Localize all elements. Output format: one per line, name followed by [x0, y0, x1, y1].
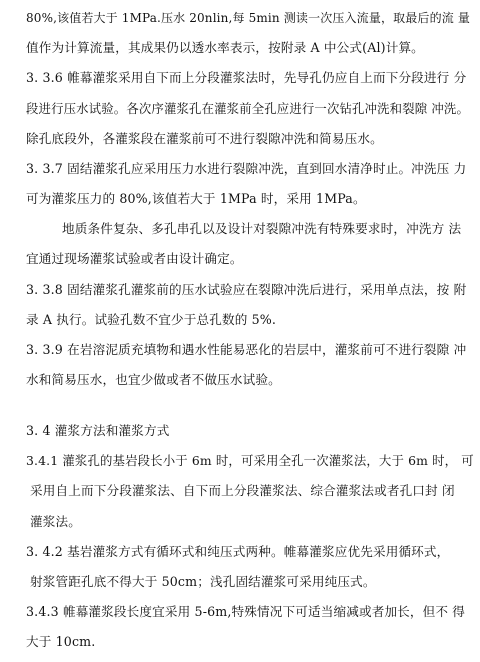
text-line: 可为灌浆压力的 80%,该值若大于 1MPa 时，采用 1MPa。 [26, 190, 366, 206]
text-line: 除孔底段外，各灌浆段在灌浆前可不进行裂隙冲洗和简易压水。 [26, 130, 383, 146]
text-line: 值作为计算流量，其成果仍以透水率表示，按附录 A 中公式(Al)计算。 [26, 39, 424, 55]
section-heading: 3. 4 灌浆方法和灌浆方式 [26, 422, 170, 438]
text-line: 水和简易压水，也宜少做或者不做压水试验。 [26, 372, 281, 388]
text-line: 射浆管距孔底不得大于 50cm；浅孔固结灌浆可采用纯压式。 [30, 573, 376, 589]
text-line: 3.4.1 灌浆孔的基岩段长小于 6m 时，可采用全孔一次灌浆法，大于 6m 时， 可 [26, 453, 474, 469]
text-line: 宜通过现场灌浆试验或者由设计确定。 [26, 250, 243, 266]
text-line: 录 A 执行。试验孔数不宜少于总孔数的 5%. [26, 312, 277, 328]
text-line: 大于 10cm. [26, 634, 96, 649]
text-line: 段进行压水试验。各次序灌浆孔在灌浆前全孔应进行一次钻孔冲洗和裂隙 冲洗。 [26, 100, 470, 116]
text-line: 3. 3.9 在岩溶泥质充填物和遇水性能易恶化的岩层中，灌浆前可不进行裂隙 冲 [26, 341, 467, 357]
text-line: 3. 3.8 固结灌浆孔灌浆前的压水试验应在裂隙冲洗后进行，采用单点法，按 附 [26, 281, 467, 297]
text-line: 3. 3.7 固结灌浆孔应采用压力水进行裂隙冲洗，直到回水清净时止。冲洗压 力 [26, 161, 467, 177]
text-line: 采用自上而下分段灌浆法、自下而上分段灌浆法、综合灌浆法或者孔口封 闭 [30, 482, 455, 498]
text-line: 80%,该值若大于 1MPa.压水 20nlin,每 5min 测读一次压入流量，取最后的流 量 [26, 11, 470, 25]
text-line: 灌浆法。 [30, 513, 81, 529]
text-line: 3.4.3 帷幕灌浆段长度宜采用 5-6m,特殊情况下可适当缩减或者加长，但不 得 [26, 604, 466, 620]
text-line: 3. 4.2 基岩灌浆方式有循环式和纯压式两种。帷幕灌浆应优先采用循环式， [26, 544, 450, 560]
text-line: 3. 3.6 帷幕灌浆采用自下而上分段灌浆法时，先导孔仍应自上而下分段进行 分 [26, 70, 467, 86]
text-line: 地质条件复杂、多孔串孔以及设计对裂隙冲洗有特殊要求时，冲洗方 法 [62, 221, 462, 237]
